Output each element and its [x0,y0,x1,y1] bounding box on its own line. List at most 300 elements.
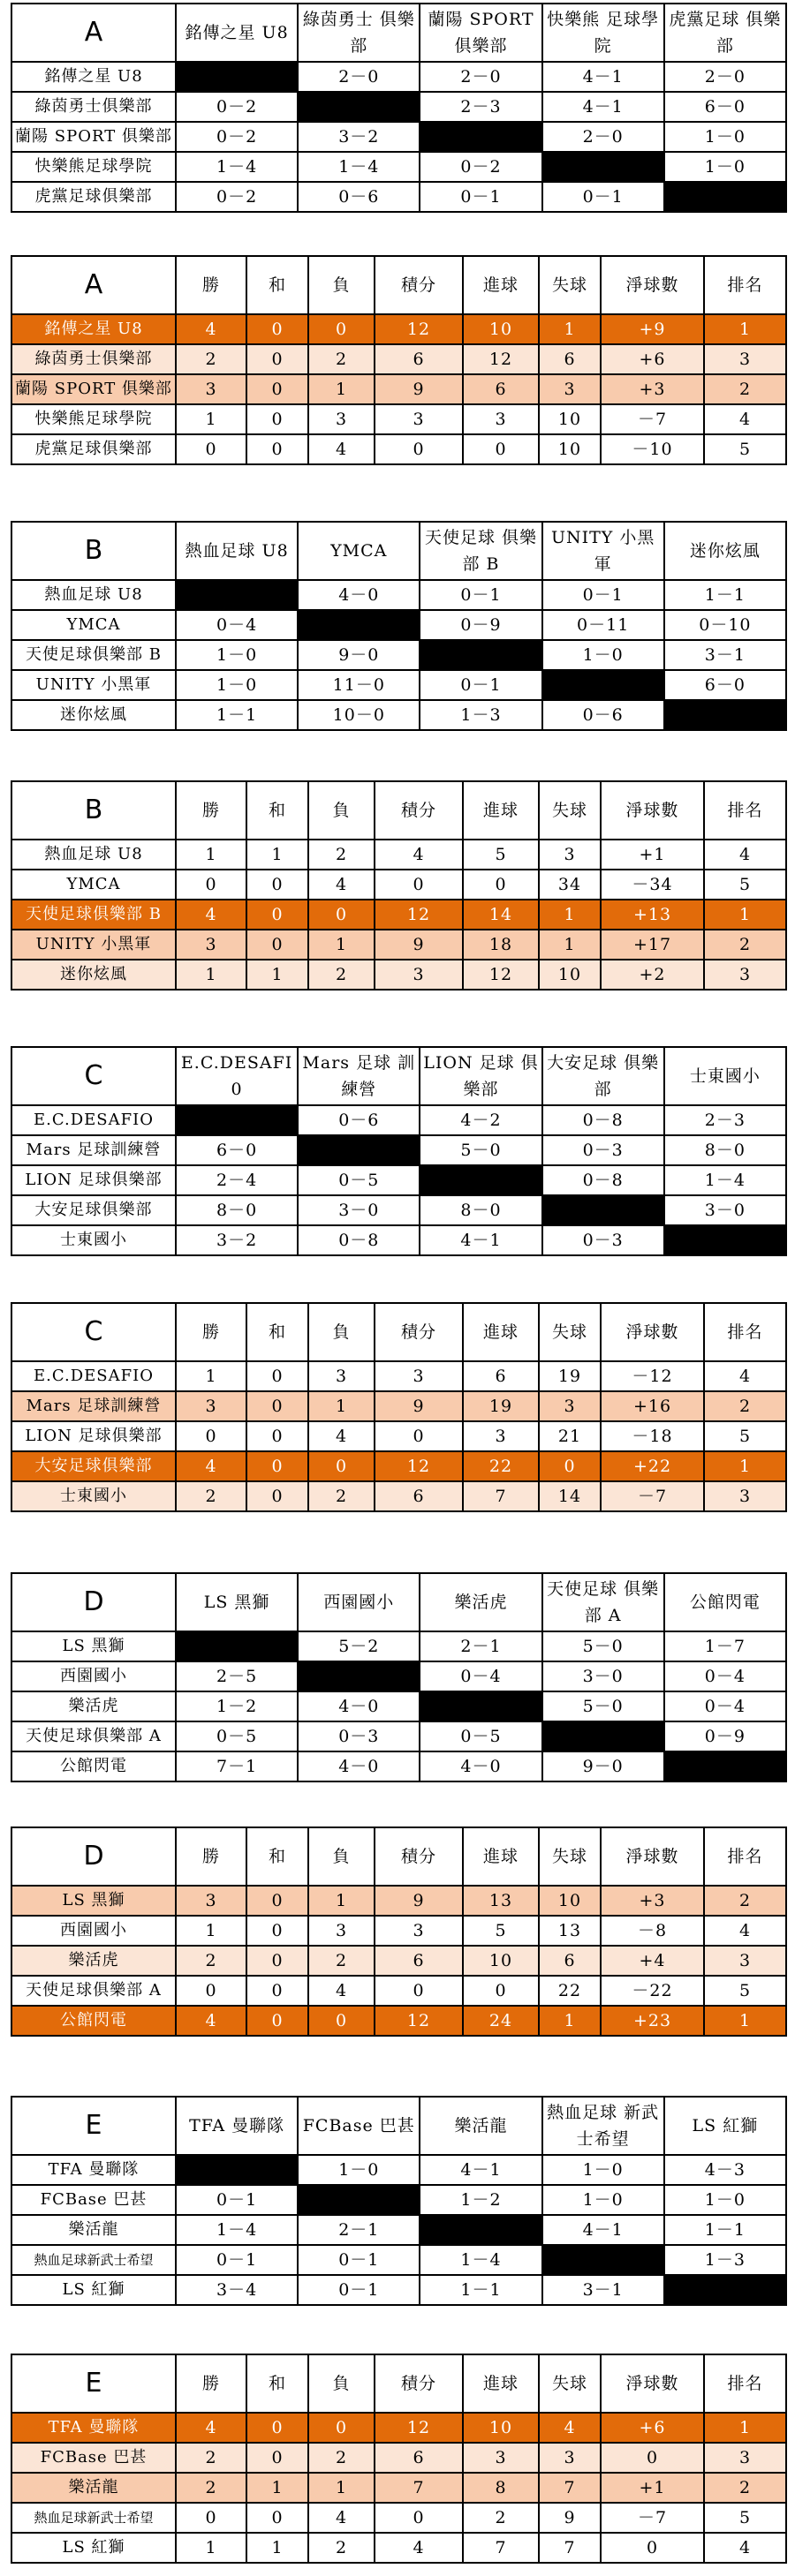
team-name: 大安足球俱樂部 [11,1451,176,1481]
match-score: 2－3 [420,92,541,122]
matrix-column-header: Mars 足球 訓練營 [298,1047,420,1105]
matrix-column-header: 公館閃電 [664,1573,786,1631]
goal-difference: －34 [601,870,704,900]
goal-difference: +23 [601,2006,704,2036]
match-score: 4－2 [420,1105,541,1135]
column-header: 失球 [539,781,601,840]
column-header: 淨球數 [601,2354,704,2413]
team-name: 迷你炫風 [11,960,176,990]
draws: 0 [246,1481,308,1511]
match-score: 0－1 [176,2245,298,2275]
column-header: 負 [308,781,375,840]
points: 6 [375,344,463,374]
group-a-standings [11,255,787,465]
points: 6 [375,1481,463,1511]
draws: 1 [246,960,308,990]
draws: 1 [246,2533,308,2563]
wins: 0 [176,2503,246,2533]
losses: 0 [308,314,375,344]
match-score: 0－11 [542,610,664,640]
draws: 0 [246,2413,308,2443]
goal-difference: +6 [601,344,704,374]
points: 12 [375,314,463,344]
match-score: 0－8 [542,1105,664,1135]
points: 12 [375,2006,463,2036]
team-name: LS 紅獅 [11,2275,176,2305]
matrix-row [11,2215,786,2245]
points: 9 [375,1886,463,1916]
match-score: 0－5 [176,1721,298,1751]
wins: 2 [176,1946,246,1976]
standings-row [11,870,786,900]
match-score: 3－0 [542,1661,664,1691]
losses: 2 [308,840,375,870]
match-score: 3－1 [542,2275,664,2305]
wins: 0 [176,1976,246,2006]
rank: 1 [704,314,786,344]
match-score: 0－4 [176,610,298,640]
standings-row [11,1946,786,1976]
group-b-standings [11,780,787,990]
team-name: E.C.DESAFIO [11,1105,176,1135]
team-name: 蘭陽 SPORT 俱樂部 [11,122,176,152]
match-score: 0－10 [664,610,786,640]
wins: 3 [176,1886,246,1916]
goals-against: 4 [539,2413,601,2443]
goals-against: 10 [539,960,601,990]
points: 0 [375,434,463,464]
wins: 1 [176,404,246,434]
goal-difference: 0 [601,2533,704,2563]
standings-row [11,2443,786,2473]
blocked-cell [542,1195,664,1225]
match-score: 4－1 [542,92,664,122]
goals-for: 10 [463,2413,539,2443]
points: 3 [375,960,463,990]
blocked-cell [664,182,786,212]
matrix-column-header: 虎黨足球 俱樂部 [664,4,786,62]
team-name: 士東國小 [11,1481,176,1511]
standings-row [11,374,786,404]
column-header: 積分 [375,2354,463,2413]
match-score: 4－3 [664,2155,786,2185]
matrix-row [11,1751,786,1781]
standings-row [11,2473,786,2503]
blocked-cell [542,670,664,700]
team-name: 快樂熊足球學院 [11,404,176,434]
losses: 0 [308,900,375,930]
column-header: 勝 [176,781,246,840]
standings-row [11,314,786,344]
team-name: 快樂熊足球學院 [11,152,176,182]
goal-difference: －8 [601,1916,704,1946]
column-header: 進球 [463,1827,539,1886]
matrix-row [11,1691,786,1721]
draws: 0 [246,900,308,930]
column-header: 負 [308,1827,375,1886]
goals-for: 0 [463,870,539,900]
column-header: 進球 [463,2354,539,2413]
team-name: LION 足球俱樂部 [11,1165,176,1195]
column-header: 排名 [704,1827,786,1886]
draws: 0 [246,2006,308,2036]
match-score: 3－1 [664,640,786,670]
match-score: 1－2 [176,1691,298,1721]
goal-difference: +13 [601,900,704,930]
matrix-column-header: 天使足球 俱樂部 A [542,1573,664,1631]
wins: 1 [176,960,246,990]
standings-row [11,2006,786,2036]
group-label: C [11,1047,176,1105]
match-score: 0－1 [542,580,664,610]
match-score: 1－4 [664,1165,786,1195]
goals-against: 0 [539,1451,601,1481]
points: 6 [375,2443,463,2473]
points: 0 [375,1976,463,2006]
blocked-cell [176,1631,298,1661]
match-score: 3－2 [298,122,420,152]
match-score: 1－3 [420,700,541,730]
losses: 4 [308,434,375,464]
goals-against: 10 [539,404,601,434]
column-header: 和 [246,781,308,840]
match-score: 4－0 [298,1751,420,1781]
team-name: 綠茵勇士俱樂部 [11,92,176,122]
standings-row [11,1451,786,1481]
team-name: 蘭陽 SPORT 俱樂部 [11,374,176,404]
wins: 4 [176,1451,246,1481]
points: 9 [375,1391,463,1421]
losses: 2 [308,960,375,990]
team-name: Mars 足球訓練營 [11,1391,176,1421]
blocked-cell [420,1165,541,1195]
draws: 0 [246,1451,308,1481]
rank: 3 [704,344,786,374]
losses: 4 [308,1421,375,1451]
group-label: B [11,522,176,580]
goals-for: 8 [463,2473,539,2503]
points: 0 [375,870,463,900]
match-score: 2－1 [298,2215,420,2245]
match-score: 2－1 [420,1631,541,1661]
matrix-row [11,1661,786,1691]
column-header: 和 [246,2354,308,2413]
column-header: 排名 [704,256,786,314]
losses: 0 [308,2006,375,2036]
standings-row [11,930,786,960]
standings-row [11,960,786,990]
goals-for: 6 [463,1361,539,1391]
match-score: 1－1 [664,580,786,610]
match-score: 0－8 [542,1165,664,1195]
matrix-column-header: 熱血足球 新武士希望 [542,2097,664,2155]
wins: 4 [176,900,246,930]
rank: 3 [704,960,786,990]
goals-against: 1 [539,314,601,344]
match-score: 1－1 [176,700,298,730]
blocked-cell [298,1135,420,1165]
draws: 0 [246,374,308,404]
group-label: A [11,4,176,62]
goal-difference: －12 [601,1361,704,1391]
team-name: 熱血足球 U8 [11,840,176,870]
group-c-results-matrix [11,1046,787,1256]
team-name: 虎黨足球俱樂部 [11,434,176,464]
match-score: 0－1 [298,2275,420,2305]
match-score: 3－2 [176,1225,298,1255]
rank: 1 [704,2413,786,2443]
column-header: 排名 [704,1303,786,1361]
match-score: 0－9 [420,610,541,640]
match-score: 6－0 [176,1135,298,1165]
goals-for: 22 [463,1451,539,1481]
standings-row [11,434,786,464]
match-score: 0－4 [420,1661,541,1691]
column-header: 淨球數 [601,781,704,840]
team-name: YMCA [11,610,176,640]
matrix-row [11,1195,786,1225]
match-score: 4－0 [298,580,420,610]
matrix-row [11,1721,786,1751]
match-score: 1－0 [542,640,664,670]
column-header: 和 [246,256,308,314]
standings-row [11,1886,786,1916]
group-label: D [11,1573,176,1631]
standings-row [11,1916,786,1946]
column-header: 淨球數 [601,1827,704,1886]
goal-difference: －7 [601,1481,704,1511]
column-header: 積分 [375,1303,463,1361]
column-header: 負 [308,1303,375,1361]
match-score: 0－1 [542,182,664,212]
goals-against: 22 [539,1976,601,2006]
standings-row [11,1421,786,1451]
wins: 4 [176,2006,246,2036]
draws: 0 [246,1361,308,1391]
column-header: 積分 [375,1827,463,1886]
points: 0 [375,2503,463,2533]
matrix-row [11,1105,786,1135]
column-header: 積分 [375,781,463,840]
losses: 2 [308,1481,375,1511]
points: 12 [375,2413,463,2443]
match-score: 1－7 [664,1631,786,1661]
team-name: LS 黑獅 [11,1631,176,1661]
losses: 3 [308,1916,375,1946]
goals-for: 0 [463,1976,539,2006]
goals-against: 14 [539,1481,601,1511]
points: 3 [375,404,463,434]
group-label: C [11,1303,176,1361]
goals-for: 14 [463,900,539,930]
match-score: 1－0 [298,2155,420,2185]
goal-difference: +3 [601,1886,704,1916]
points: 0 [375,1421,463,1451]
losses: 0 [308,1451,375,1481]
blocked-cell [420,640,541,670]
column-header: 和 [246,1303,308,1361]
goals-for: 7 [463,1481,539,1511]
goal-difference: －7 [601,404,704,434]
team-name: 天使足球俱樂部 A [11,1976,176,2006]
matrix-column-header: E.C.DESAFI 0 [176,1047,298,1105]
matrix-column-header: 迷你炫風 [664,522,786,580]
goals-against: 6 [539,1946,601,1976]
match-score: 0－1 [420,580,541,610]
team-name: 熱血足球 U8 [11,580,176,610]
draws: 1 [246,840,308,870]
matrix-row [11,2275,786,2305]
matrix-row [11,1225,786,1255]
match-score: 1－0 [664,152,786,182]
team-name: UNITY 小黑軍 [11,670,176,700]
match-score: 3－0 [664,1195,786,1225]
column-header: 排名 [704,781,786,840]
blocked-cell [420,122,541,152]
column-header: 淨球數 [601,256,704,314]
points: 6 [375,1946,463,1976]
rank: 2 [704,930,786,960]
match-score: 4－1 [542,62,664,92]
goal-difference: +3 [601,374,704,404]
draws: 0 [246,1391,308,1421]
match-score: 5－2 [298,1631,420,1661]
rank: 4 [704,1916,786,1946]
match-score: 0－2 [176,92,298,122]
rank: 1 [704,2006,786,2036]
standings-row [11,2413,786,2443]
match-score: 2－4 [176,1165,298,1195]
matrix-column-header: 西園國小 [298,1573,420,1631]
goals-against: 3 [539,1391,601,1421]
match-score: 1－4 [176,152,298,182]
match-score: 11－0 [298,670,420,700]
matrix-column-header: 士東國小 [664,1047,786,1105]
matrix-column-header: 熱血足球 U8 [176,522,298,580]
rank: 2 [704,1391,786,1421]
goals-for: 12 [463,960,539,990]
match-score: 9－0 [298,640,420,670]
goal-difference: －22 [601,1976,704,2006]
match-score: 1－0 [664,122,786,152]
goals-against: 34 [539,870,601,900]
match-score: 0－5 [420,1721,541,1751]
matrix-row [11,182,786,212]
goals-for: 3 [463,1421,539,1451]
match-score: 4－0 [298,1691,420,1721]
match-score: 1－0 [542,2155,664,2185]
match-score: 8－0 [176,1195,298,1225]
match-score: 7－1 [176,1751,298,1781]
goals-for: 5 [463,840,539,870]
match-score: 0－1 [420,670,541,700]
goals-for: 0 [463,434,539,464]
blocked-cell [664,700,786,730]
standings-row [11,840,786,870]
points: 12 [375,900,463,930]
team-name: 公館閃電 [11,1751,176,1781]
blocked-cell [664,1225,786,1255]
matrix-row [11,1135,786,1165]
blocked-cell [542,152,664,182]
group-e-results-matrix [11,2096,787,2306]
column-header: 勝 [176,1827,246,1886]
matrix-row [11,580,786,610]
team-name: 大安足球俱樂部 [11,1195,176,1225]
goal-difference: +1 [601,840,704,870]
blocked-cell [542,1721,664,1751]
rank: 3 [704,1946,786,1976]
losses: 4 [308,2503,375,2533]
rank: 5 [704,1976,786,2006]
goals-for: 7 [463,2533,539,2563]
match-score: 2－0 [298,62,420,92]
team-name: TFA 曼聯隊 [11,2155,176,2185]
match-score: 1－4 [176,2215,298,2245]
team-name: 天使足球俱樂部 A [11,1721,176,1751]
wins: 2 [176,2473,246,2503]
team-name: 綠茵勇士俱樂部 [11,344,176,374]
goals-for: 19 [463,1391,539,1421]
group-b-results-matrix [11,521,787,731]
goal-difference: 0 [601,2443,704,2473]
match-score: 1－0 [664,2185,786,2215]
goals-for: 24 [463,2006,539,2036]
losses: 2 [308,2533,375,2563]
goals-against: 3 [539,2443,601,2473]
rank: 2 [704,374,786,404]
wins: 1 [176,1361,246,1391]
match-score: 0－2 [420,152,541,182]
group-d-results-matrix [11,1572,787,1782]
match-score: 4－0 [420,1751,541,1781]
blocked-cell [176,580,298,610]
standings-row [11,2503,786,2533]
blocked-cell [664,1751,786,1781]
matrix-row [11,2245,786,2275]
group-c-standings [11,1302,787,1512]
match-score: 1－1 [420,2275,541,2305]
draws: 0 [246,434,308,464]
standings-row [11,344,786,374]
goal-difference: +17 [601,930,704,960]
team-name: 虎黨足球俱樂部 [11,182,176,212]
match-score: 0－2 [176,122,298,152]
column-header: 負 [308,2354,375,2413]
matrix-column-header: UNITY 小黑軍 [542,522,664,580]
goals-for: 3 [463,404,539,434]
matrix-row [11,92,786,122]
column-header: 勝 [176,1303,246,1361]
draws: 0 [246,344,308,374]
blocked-cell [542,2245,664,2275]
match-score: 0－4 [664,1661,786,1691]
column-header: 積分 [375,256,463,314]
points: 3 [375,1361,463,1391]
wins: 0 [176,1421,246,1451]
column-header: 失球 [539,256,601,314]
match-score: 0－6 [542,700,664,730]
matrix-column-header: 樂活虎 [420,1573,541,1631]
team-name: 天使足球俱樂部 B [11,640,176,670]
goals-against: 6 [539,344,601,374]
points: 9 [375,374,463,404]
matrix-column-header: TFA 曼聯隊 [176,2097,298,2155]
blocked-cell [420,1691,541,1721]
standings-row [11,1361,786,1391]
goals-against: 21 [539,1421,601,1451]
team-name: FCBase 巴甚 [11,2443,176,2473]
